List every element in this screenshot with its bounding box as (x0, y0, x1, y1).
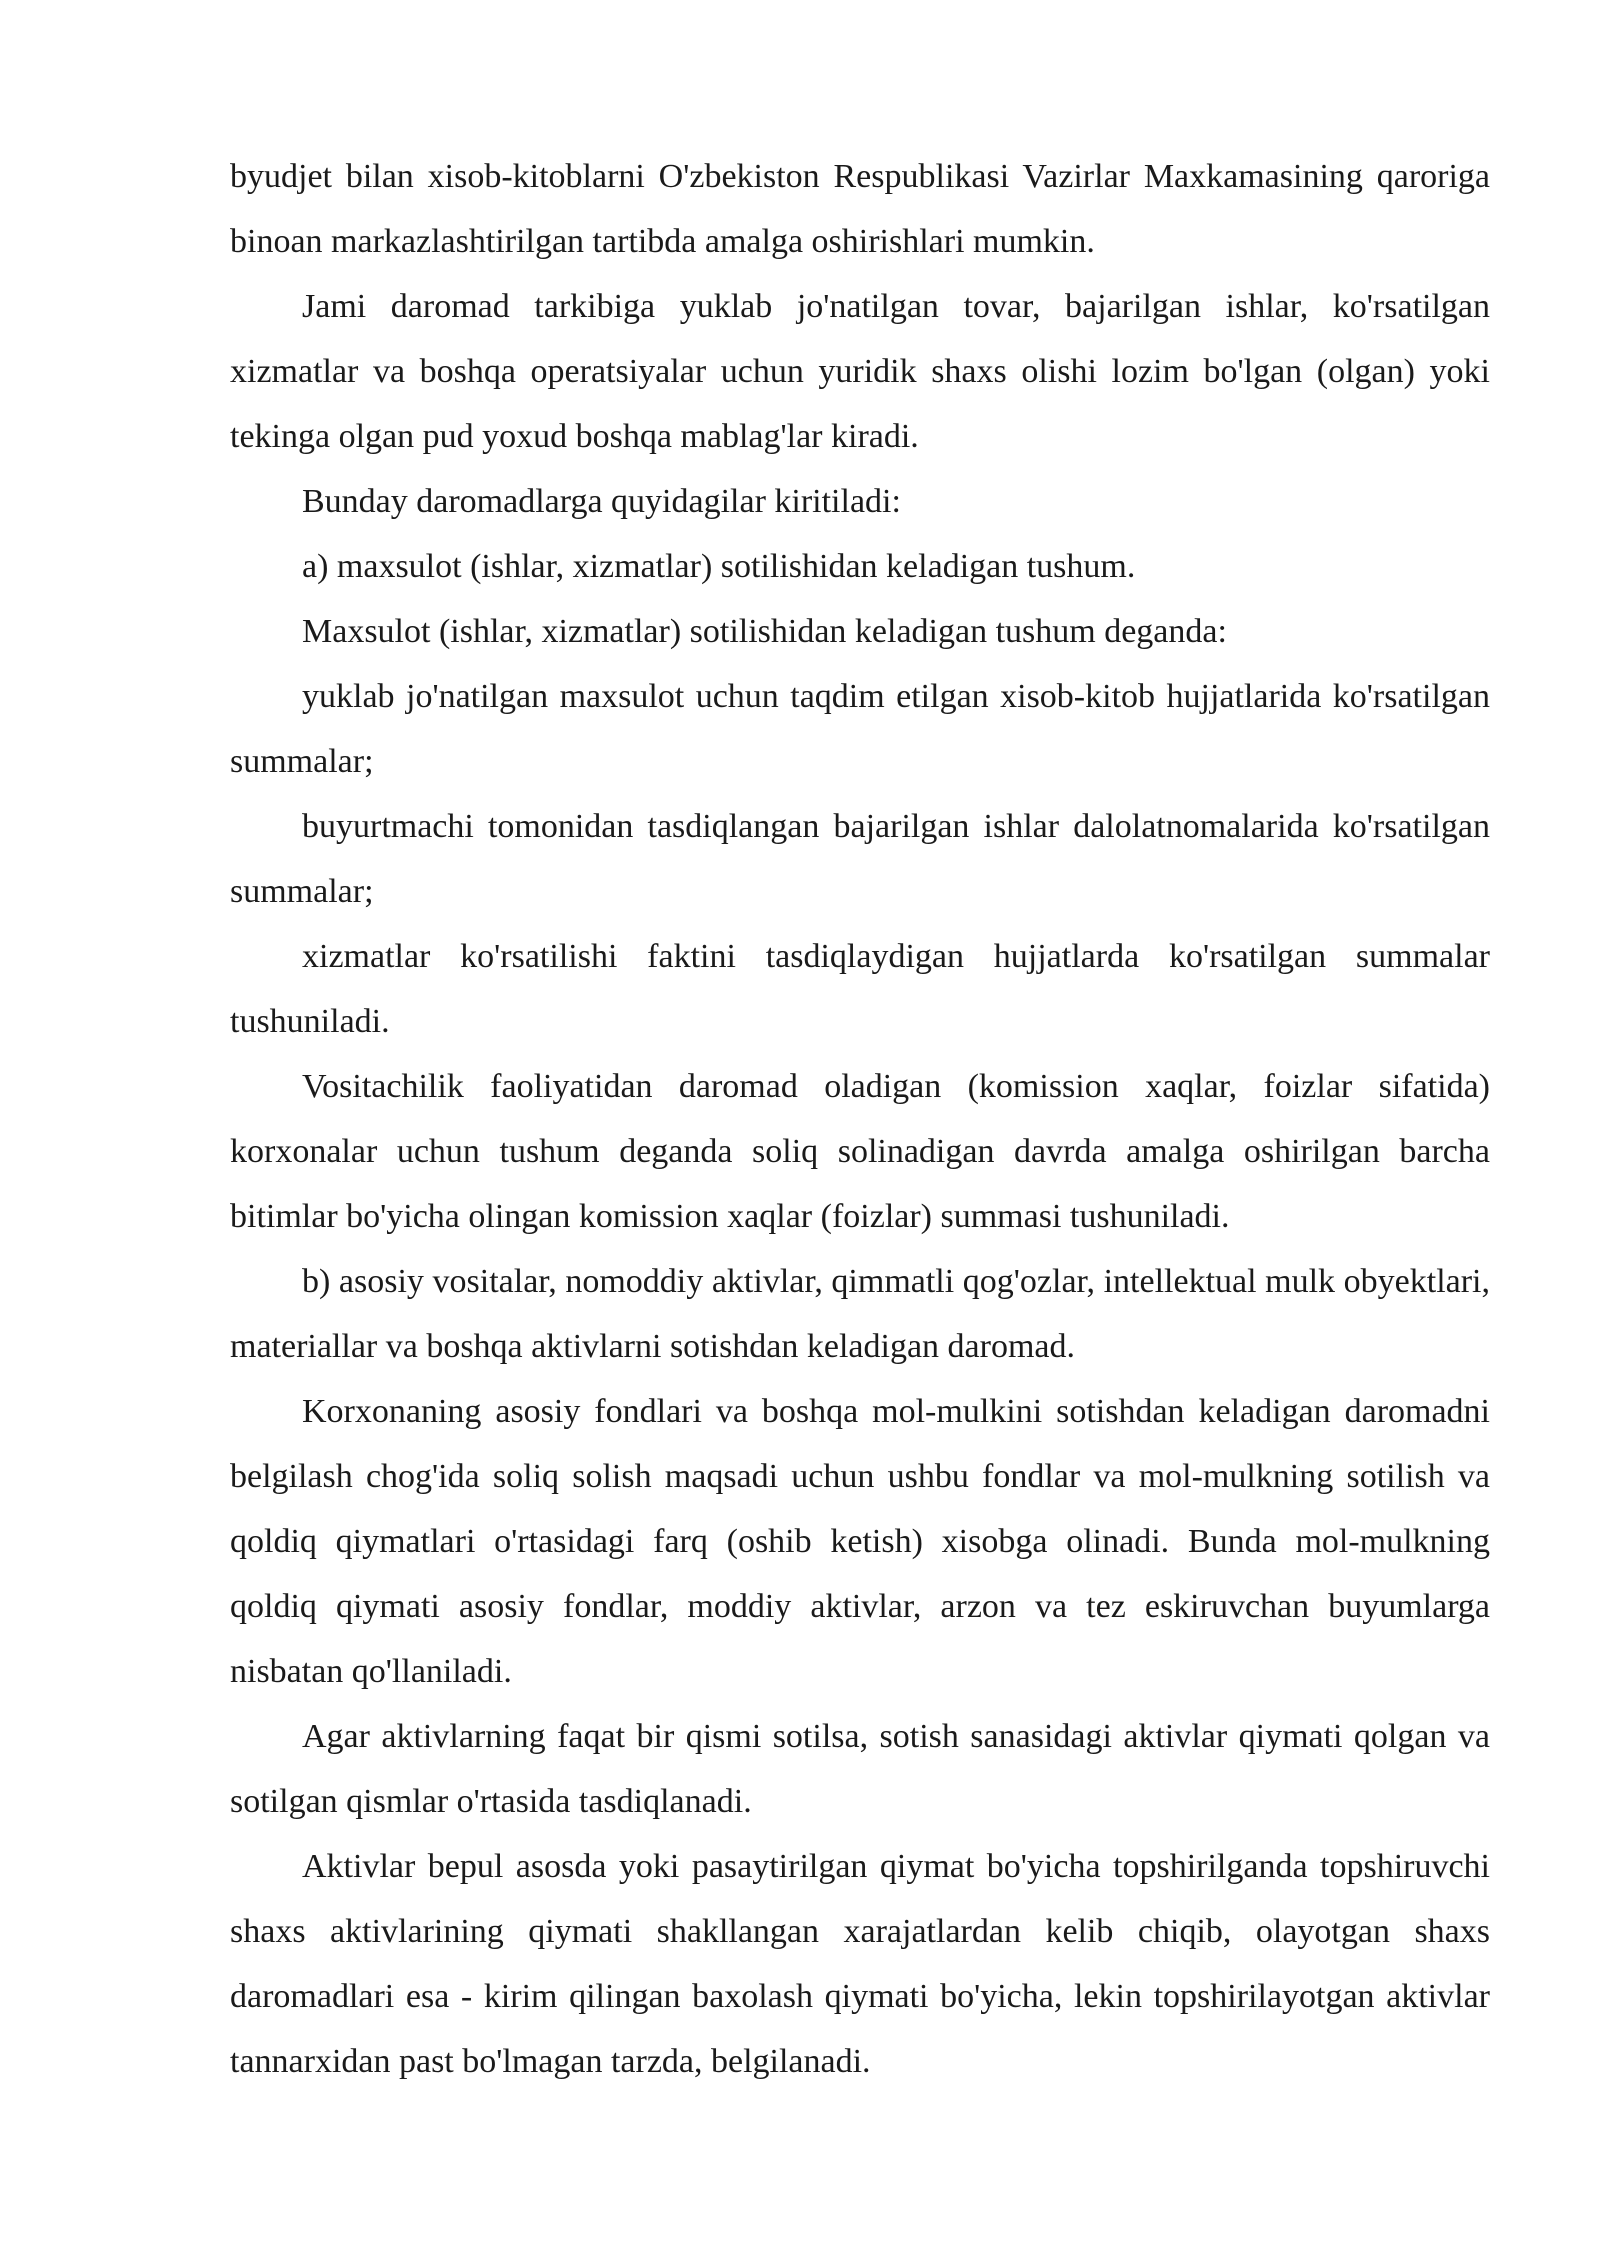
paragraph-income-list-intro: Bunday daromadlarga quyidagilar kiritiladi: (302, 483, 901, 520)
paragraph-shipped-products: yuklab jo'natilgan maxsulot uchun taqdim etilgan xisob-kitob hujjatlarida ko'rsatilgan summalar; (230, 678, 1490, 780)
paragraph-intermediary: Vositachilik faoliyatidan daromad oladigan (komission xaqlar, foizlar sifatida) korxonalar uchun tushum deganda soliq solinadigan davrda amalga oshirilgan barcha bitimlar bo'yicha olingan komission xaqlar (foizlar) summasi tushuniladi. (230, 1068, 1490, 1235)
paragraph-services: xizmatlar ko'rsatilishi faktini tasdiqlaydigan hujjatlarda ko'rsatilgan summalar tushuniladi. (230, 938, 1490, 1040)
paragraph-item-b: b) asosiy vositalar, nomoddiy aktivlar, qimmatli qog'ozlar, intellektual mulk obyektlari, materiallar va boshqa aktivlarni sotishdan keladigan daromad. (230, 1263, 1490, 1365)
paragraph-partial-sale: Agar aktivlarning faqat bir qismi sotilsa, sotish sanasidagi aktivlar qiymati qolgan va sotilgan qismlar o'rtasida tasdiqlanadi. (230, 1718, 1490, 1820)
paragraph-completed-works: buyurtmachi tomonidan tasdiqlangan bajarilgan ishlar dalolatnomalarida ko'rsatilgan summalar; (230, 808, 1490, 910)
document-page (230, 144, 1490, 2094)
paragraph-total-income: Jami daromad tarkibiga yuklab jo'natilgan tovar, bajarilgan ishlar, ko'rsatilgan xizmatlar va boshqa operatsiyalar uchun yuridik shaxs olishi lozim bo'lgan (olgan) yoki tekinga olgan pud yoxud boshqa mablag'lar kiradi. (230, 288, 1490, 455)
paragraph-item-a: a) maxsulot (ishlar, xizmatlar) sotilishidan keladigan tushum. (302, 548, 1136, 585)
paragraph-free-transfer: Aktivlar bepul asosda yoki pasaytirilgan qiymat bo'yicha topshirilganda topshiruvchi shaxs aktivlarining qiymati shakllangan xarajatlardan kelib chiqib, olayotgan shaxs daromadlari esa - kirim qilingan baxolash qiymati bo'yicha, lekin topshirilayotgan aktivlar tannarxidan past bo'lmagan tarzda, belgilanadi. (230, 1848, 1490, 2080)
paragraph-revenue-definition: Maxsulot (ishlar, xizmatlar) sotilishidan keladigan tushum deganda: (302, 613, 1227, 650)
paragraph-fixed-assets-sale: Korxonaning asosiy fondlari va boshqa mol-mulkini sotishdan keladigan daromadni belgilash chog'ida soliq solish maqsadi uchun ushbu fondlar va mol-mulkning sotilish va qoldiq qiymatlari o'rtasidagi farq (oshib ketish) xisobga olinadi. Bunda mol-mulkning qoldiq qiymati asosiy fondlar, moddiy aktivlar, arzon va tez eskiruvchan buyumlarga nisbatan qo'llaniladi. (230, 1393, 1490, 1690)
paragraph-continuation: byudjet bilan xisob-kitoblarni O'zbekiston Respublikasi Vazirlar Maxkamasining qaroriga binoan markazlashtirilgan tartibda amalga oshirishlari mumkin. (230, 158, 1490, 260)
